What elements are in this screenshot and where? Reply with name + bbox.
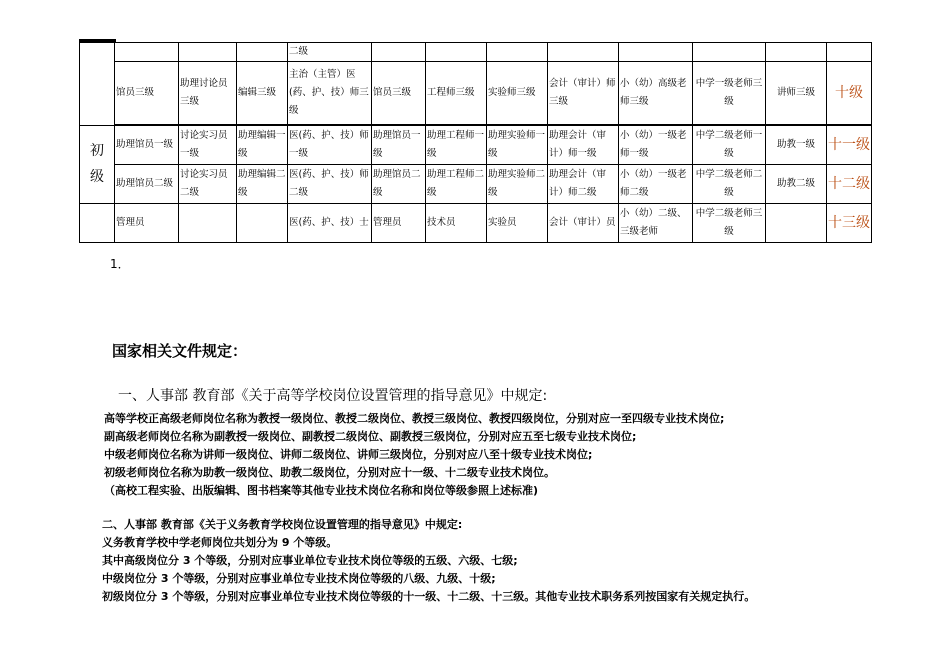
table-cell: 中学二级老师三级 bbox=[693, 204, 766, 243]
table-cell: 会计（审计）师三级 bbox=[548, 62, 619, 126]
table-cell: 工程师三级 bbox=[426, 62, 487, 126]
paragraph-line: 初级老师岗位名称为助教一级岗位、助教二级岗位，分别对应十一级、十二级专业技术岗位。 bbox=[104, 466, 555, 479]
table-cell: 馆员三级 bbox=[115, 62, 179, 126]
table-cell: 会计（审计）员 bbox=[548, 204, 619, 243]
table-cell: 管理员 bbox=[372, 204, 426, 243]
table-cell: 助理实验师一级 bbox=[487, 125, 548, 165]
level-label: 十三级 bbox=[827, 204, 872, 243]
table-cell: 助理工程师二级 bbox=[426, 165, 487, 204]
paragraph-line: 其中高级岗位分 3 个等级，分别对应事业单位专业技术岗位等级的五级、六级、七级; bbox=[102, 554, 518, 567]
table-cell: 小（幼）一级老师二级 bbox=[619, 165, 693, 204]
table-row bbox=[80, 204, 872, 243]
category-char: 初 bbox=[90, 143, 104, 160]
table-cell bbox=[80, 43, 115, 126]
table-cell: 助理编辑一级 bbox=[237, 125, 288, 165]
table-cell: 主治（主管）医(药、护、技）师三级 bbox=[288, 62, 372, 126]
table-cell bbox=[487, 43, 548, 62]
table-cell bbox=[372, 43, 426, 62]
table-cell: 小（幼）二级、三级老师 bbox=[619, 204, 693, 243]
table-cell: 助教二级 bbox=[766, 165, 827, 204]
table-cell bbox=[426, 43, 487, 62]
table-cell: 二级 bbox=[288, 43, 372, 62]
table-cell: 讲师三级 bbox=[766, 62, 827, 126]
table-cell bbox=[237, 43, 288, 62]
level-label: 十二级 bbox=[827, 165, 872, 204]
table-cell: 助理馆员一级 bbox=[115, 125, 179, 165]
table-cell: 小（幼）一级老师一级 bbox=[619, 125, 693, 165]
footnote-marker: 1． bbox=[110, 257, 130, 271]
category-char: 级 bbox=[90, 169, 104, 186]
table-row bbox=[80, 62, 872, 126]
table-cell: 助理实验师二级 bbox=[487, 165, 548, 204]
table-cell bbox=[693, 43, 766, 62]
table-cell: 管理员 bbox=[115, 204, 179, 243]
table-cell: 医(药、护、技）士 bbox=[288, 204, 372, 243]
table-row bbox=[80, 125, 872, 165]
table-cell bbox=[115, 43, 179, 62]
paragraph-line: 义务教育学校中学老师岗位共划分为 9 个等级。 bbox=[102, 536, 338, 549]
table-cell: 助理工程师一级 bbox=[426, 125, 487, 165]
table-cell: 助理馆员二级 bbox=[372, 165, 426, 204]
table-cell: 助理会计（审计）师一级 bbox=[548, 125, 619, 165]
section-2-title: 二、人事部 教育部《关于义务教育学校岗位设置管理的指导意见》中规定: bbox=[102, 518, 463, 531]
level-label: 十级 bbox=[827, 62, 872, 126]
paragraph-line: 初级岗位分 3 个等级，分别对应事业单位专业技术岗位等级的十一级、十二级、十三级。其他专业技术职务系列按国家有关规定执行。 bbox=[102, 590, 756, 603]
table-cell bbox=[766, 43, 827, 62]
level-label: 十一级 bbox=[827, 125, 872, 165]
table-row bbox=[80, 43, 872, 62]
table-cell: 实验师三级 bbox=[487, 62, 548, 126]
table-cell: 中学二级老师一级 bbox=[693, 125, 766, 165]
table-row bbox=[80, 165, 872, 204]
position-level-table bbox=[79, 42, 872, 243]
table-cell: 助理讨论员三级 bbox=[179, 62, 237, 126]
table-cell bbox=[237, 204, 288, 243]
paragraph-line: 中级老师岗位名称为讲师一级岗位、讲师二级岗位、讲师三级岗位，分别对应八至十级专业技术岗位; bbox=[104, 448, 593, 461]
table-cell bbox=[80, 204, 115, 243]
table-cell: 医(药、护、技）师二级 bbox=[288, 165, 372, 204]
table-cell: 讨论实习员二级 bbox=[179, 165, 237, 204]
table-cell: 小（幼）高级老师三级 bbox=[619, 62, 693, 126]
table-cell bbox=[179, 204, 237, 243]
paragraph-line: 副高级老师岗位名称为副教授一级岗位、副教授二级岗位、副教授三级岗位，分别对应五至七级专业技术岗位; bbox=[104, 430, 637, 443]
table-cell: 医(药、护、技）师一级 bbox=[288, 125, 372, 165]
table-cell: 助理编辑二级 bbox=[237, 165, 288, 204]
table-cell bbox=[179, 43, 237, 62]
table-cell: 馆员三级 bbox=[372, 62, 426, 126]
table-cell bbox=[766, 204, 827, 243]
table-cell: 中学一级老师三级 bbox=[693, 62, 766, 126]
table-cell bbox=[619, 43, 693, 62]
section-2-body bbox=[102, 516, 755, 606]
table-cell: 助理会计（审计）师二级 bbox=[548, 165, 619, 204]
section-1-body bbox=[104, 410, 724, 500]
table-cell: 助教一级 bbox=[766, 125, 827, 165]
table-cell: 中学二级老师二级 bbox=[693, 165, 766, 204]
category-cell bbox=[80, 125, 115, 204]
table-cell: 助理馆员一级 bbox=[372, 125, 426, 165]
paragraph-line: 中级岗位分 3 个等级，分别对应事业单位专业技术岗位等级的八级、九级、十级; bbox=[102, 572, 496, 585]
table-cell: 助理馆员二级 bbox=[115, 165, 179, 204]
table-cell bbox=[827, 43, 872, 62]
table-cell bbox=[548, 43, 619, 62]
paragraph-line: 高等学校正高级老师岗位名称为教授一级岗位、教授二级岗位、教授三级岗位、教授四级岗位，分别对应一至四级专业技术岗位; bbox=[104, 412, 725, 425]
table-cell: 实验员 bbox=[487, 204, 548, 243]
page-heading: 国家相关文件规定： bbox=[112, 342, 248, 360]
table-cell: 讨论实习员一级 bbox=[179, 125, 237, 165]
paragraph-line: （高校工程实验、出版编辑、图书档案等其他专业技术岗位名称和岗位等级参照上述标准) bbox=[104, 484, 539, 497]
section-1-title: 一、人事部 教育部《关于高等学校岗位设置管理的指导意见》中规定: bbox=[118, 388, 548, 404]
table-cell: 技术员 bbox=[426, 204, 487, 243]
table-cell: 编辑三级 bbox=[237, 62, 288, 126]
